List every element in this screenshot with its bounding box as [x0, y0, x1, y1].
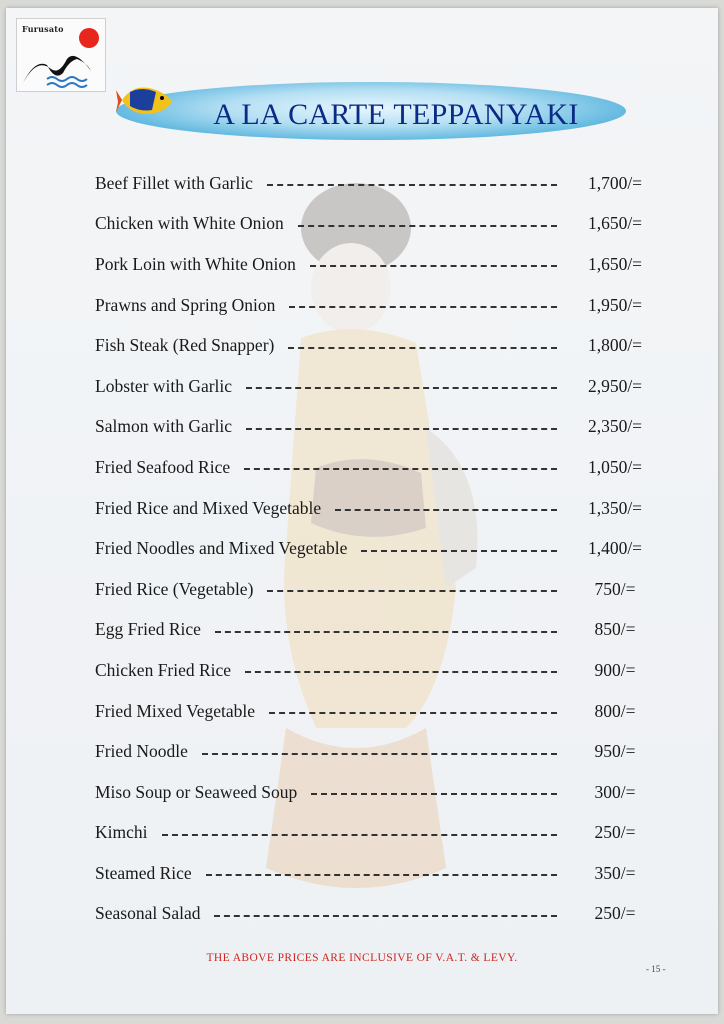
menu-item: [95, 569, 655, 610]
menu-item-name: Pork Loin with White Onion: [95, 253, 296, 274]
menu-item-name: Miso Soup or Seaweed Soup: [95, 781, 298, 802]
menu-item-price: 1,700/=: [587, 172, 643, 193]
menu-item-price: 300/=: [594, 781, 636, 802]
menu-item-name: Seasonal Salad: [95, 903, 201, 924]
menu-item: [95, 731, 655, 772]
menu-item: [95, 691, 655, 732]
menu-item-name: Fish Steak (Red Snapper): [95, 335, 275, 356]
dotted-leader: [267, 590, 557, 592]
dotted-leader: [269, 712, 557, 714]
dotted-leader: [289, 306, 557, 308]
dotted-leader: [311, 793, 557, 795]
menu-item: [95, 163, 655, 204]
menu-item: [95, 447, 655, 488]
menu-item-name: Fried Noodle: [95, 741, 188, 762]
menu-item-name: Prawns and Spring Onion: [95, 294, 276, 315]
dotted-leader: [310, 265, 557, 267]
menu-item: [95, 894, 655, 935]
menu-item-name: Fried Seafood Rice: [95, 456, 231, 477]
menu-item-name: Beef Fillet with Garlic: [95, 172, 253, 193]
dotted-leader: [246, 428, 557, 430]
menu-item-price: 1,350/=: [587, 497, 643, 518]
title-banner: [116, 80, 626, 144]
dotted-leader: [206, 874, 557, 876]
dotted-leader: [361, 550, 557, 552]
menu-item: [95, 204, 655, 245]
dotted-leader: [244, 468, 557, 470]
menu-item-price: 950/=: [594, 741, 636, 762]
menu-item-price: 850/=: [594, 619, 636, 640]
menu-item-name: Fried Rice (Vegetable): [95, 578, 254, 599]
menu-item-name: Chicken Fried Rice: [95, 659, 232, 680]
menu-item-price: 2,350/=: [587, 416, 643, 437]
menu-item-price: 900/=: [594, 659, 636, 680]
menu-item: [95, 325, 655, 366]
dotted-leader: [246, 387, 557, 389]
menu-item: [95, 813, 655, 854]
menu-item-price: 350/=: [594, 862, 636, 883]
menu-list: [95, 163, 655, 934]
menu-item-price: 250/=: [594, 822, 636, 843]
menu-item: [95, 366, 655, 407]
menu-item-name: Kimchi: [95, 822, 148, 843]
menu-item: [95, 407, 655, 448]
menu-item-name: Lobster with Garlic: [95, 375, 233, 396]
menu-item-name: Steamed Rice: [95, 862, 192, 883]
dotted-leader: [245, 671, 557, 673]
menu-page: [6, 8, 718, 1014]
menu-item-name: Chicken with White Onion: [95, 213, 284, 234]
menu-item-price: 1,800/=: [587, 335, 643, 356]
menu-item-price: 1,400/=: [587, 538, 643, 559]
dotted-leader: [162, 834, 558, 836]
menu-item: [95, 285, 655, 326]
dotted-leader: [335, 509, 557, 511]
tropical-fish-icon: [116, 80, 176, 120]
dotted-leader: [298, 225, 557, 227]
dotted-leader: [214, 915, 557, 917]
dotted-leader: [215, 631, 557, 633]
menu-item: [95, 772, 655, 813]
menu-item: [95, 610, 655, 651]
menu-item-price: 750/=: [594, 578, 636, 599]
price-note: THE ABOVE PRICES ARE INCLUSIVE OF V.A.T. & LEVY.: [206, 952, 518, 964]
menu-item-price: 800/=: [594, 700, 636, 721]
menu-item-price: 1,950/=: [587, 294, 643, 315]
sun-wave-logo-icon: [17, 19, 105, 91]
logo-text: Furusato: [22, 24, 64, 34]
menu-item-name: Egg Fried Rice: [95, 619, 201, 640]
menu-item-name: Fried Mixed Vegetable: [95, 700, 256, 721]
dotted-leader: [288, 347, 557, 349]
page-title: A LA CARTE TEPPANYAKI: [213, 98, 579, 131]
menu-item: [95, 853, 655, 894]
menu-item-name: Fried Noodles and Mixed Vegetable: [95, 538, 348, 559]
menu-item-name: Salmon with Garlic: [95, 416, 233, 437]
menu-item-price: 1,650/=: [587, 253, 643, 274]
menu-item-price: 2,950/=: [587, 375, 643, 396]
menu-item: [95, 650, 655, 691]
dotted-leader: [267, 184, 557, 186]
menu-item: [95, 244, 655, 285]
menu-item-price: 1,050/=: [587, 456, 643, 477]
menu-item: [95, 488, 655, 529]
restaurant-logo: [16, 18, 106, 92]
menu-item: [95, 528, 655, 569]
dotted-leader: [202, 753, 557, 755]
menu-item-price: 1,650/=: [587, 213, 643, 234]
menu-item-name: Fried Rice and Mixed Vegetable: [95, 497, 322, 518]
page-number: - 15 -: [646, 964, 666, 974]
menu-item-price: 250/=: [594, 903, 636, 924]
